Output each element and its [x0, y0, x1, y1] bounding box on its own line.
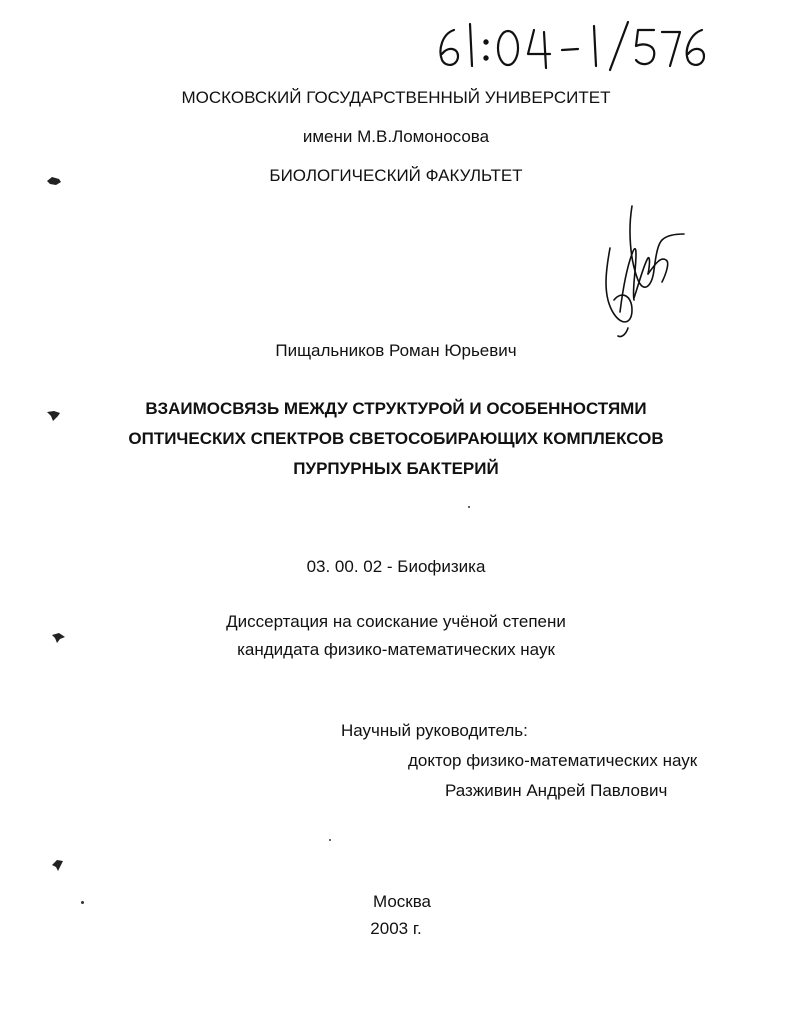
thesis-title-line-2: ОПТИЧЕСКИХ СПЕКТРОВ СВЕТОСОБИРАЮЩИХ КОМПЛЕКСОВ — [128, 429, 664, 448]
signature — [592, 200, 692, 340]
supervisor-name: Разживин Андрей Павлович — [445, 781, 668, 800]
city: Москва — [372, 892, 432, 911]
thesis-title-line-3: ПУРПУРНЫХ БАКТЕРИЙ — [293, 459, 499, 478]
specialty-code: 03. 00. 02 - Биофизика — [306, 557, 486, 576]
thesis-title-line-1: ВЗАИМОСВЯЗЬ МЕЖДУ СТРУКТУРОЙ И ОСОБЕННОСТЯМИ — [145, 399, 647, 418]
faculty-name: БИОЛОГИЧЕСКИЙ ФАКУЛЬТЕТ — [269, 166, 523, 185]
scan-speck — [468, 506, 470, 508]
university-name: МОСКОВСКИЙ ГОСУДАРСТВЕННЫЙ УНИВЕРСИТЕТ — [181, 88, 611, 107]
degree-line-1: Диссертация на соискание учёной степени — [226, 612, 566, 631]
author-name: Пищальников Роман Юрьевич — [275, 341, 517, 360]
supervisor-label: Научный руководитель: — [341, 721, 528, 740]
degree-line-2: кандидата физико-математических наук — [237, 640, 555, 659]
scan-mark — [50, 630, 66, 644]
scan-mark — [46, 408, 62, 422]
scan-speck — [329, 839, 331, 841]
handwritten-archive-number — [432, 16, 712, 72]
scan-speck — [81, 901, 84, 904]
scan-mark — [46, 174, 62, 188]
year: 2003 г. — [370, 919, 422, 938]
supervisor-degree: доктор физико-математических наук — [408, 751, 698, 770]
named-after: имени М.В.Ломоносова — [302, 127, 490, 146]
scan-mark — [50, 858, 66, 872]
